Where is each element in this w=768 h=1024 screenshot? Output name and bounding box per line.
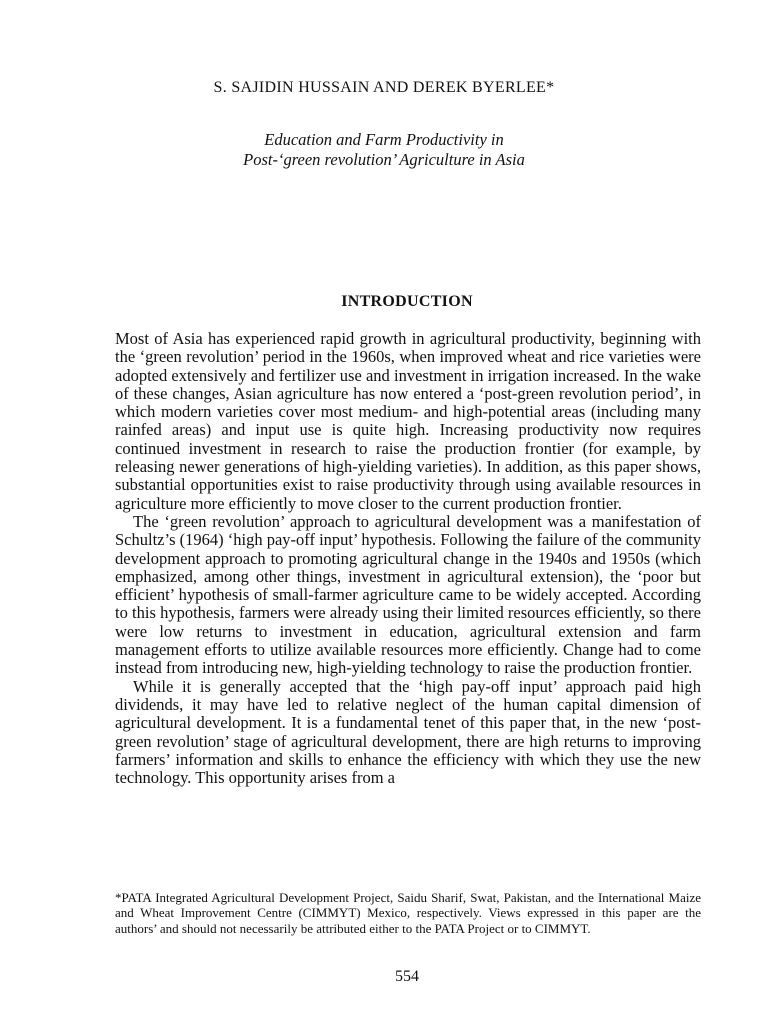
paragraph: While it is generally accepted that the ‘high pay-off input’ approach paid high dividends, it may have led to relative neglect of the human capital dimension of agricultural development. It is a fundamental tenet of this paper that, in the new ‘post-green revolution’ stage of agricultural development, there are high returns to improving farmers’ information and skills to enhance the efficiency with which they use the new technology. This opportunity arises from a: [115, 676, 701, 788]
page-number: 554: [395, 968, 419, 985]
paragraph: The ‘green revolution’ approach to agricultural development was a manifestation of Schultz’s (1964) ‘high pay-off input’ hypothesis. Following the failure of the community development approach to promoting agricultural change in the 1940s and 1950s (which emphasized, among other things, investment in agricultural extension), the ‘poor but efficient’ hypothesis of small-farmer agriculture came to be widely accepted. According to this hypothesis, farmers were already using their limited resources efficiently, so there were low returns to investment in education, agricultural extension and farm management efforts to utilize available resources more efficiently. Change had to come instead from introducing new, high-yielding technology to raise the production frontier.: [115, 511, 701, 678]
paragraph: Most of Asia has experienced rapid growth in agricultural productivity, beginning with the ‘green revolution’ period in the 1960s, when improved wheat and rice varieties were adopted extensively and fertilizer use and investment in irrigation increased. In the wake of these changes, Asian agriculture has now entered a ‘post-green revolution period’, in which modern varieties cover most medium- and high-potential areas (including many rainfed areas) and input use is quite high. Increasing productivity now requires continued investment in research to raise the production frontier (for example, by releasing newer generations of high-yielding varieties). In addition, as this paper shows, substantial opportunities exist to raise productivity through using available resources in agriculture more efficiently to move closer to the current production frontier.: [115, 329, 701, 513]
article-title: [0, 130, 768, 170]
body-text: [115, 330, 701, 787]
section-heading: INTRODUCTION: [341, 293, 473, 310]
article-title-line-2: Post-‘green revolution’ Agriculture in Asia: [243, 150, 525, 169]
authors: S. SAJIDIN HUSSAIN AND DEREK BYERLEE*: [213, 79, 555, 96]
article-title-line-1: Education and Farm Productivity in: [264, 130, 504, 149]
footnote: *PATA Integrated Agricultural Development Project, Saidu Sharif, Swat, Pakistan, and the International Maize and Wheat Improvement Centre (CIMMYT) Mexico, respectively. Views expressed in this paper are the authors’ and should not necessarily be attributed either to the PATA Project or to CIMMYT.: [115, 890, 701, 936]
